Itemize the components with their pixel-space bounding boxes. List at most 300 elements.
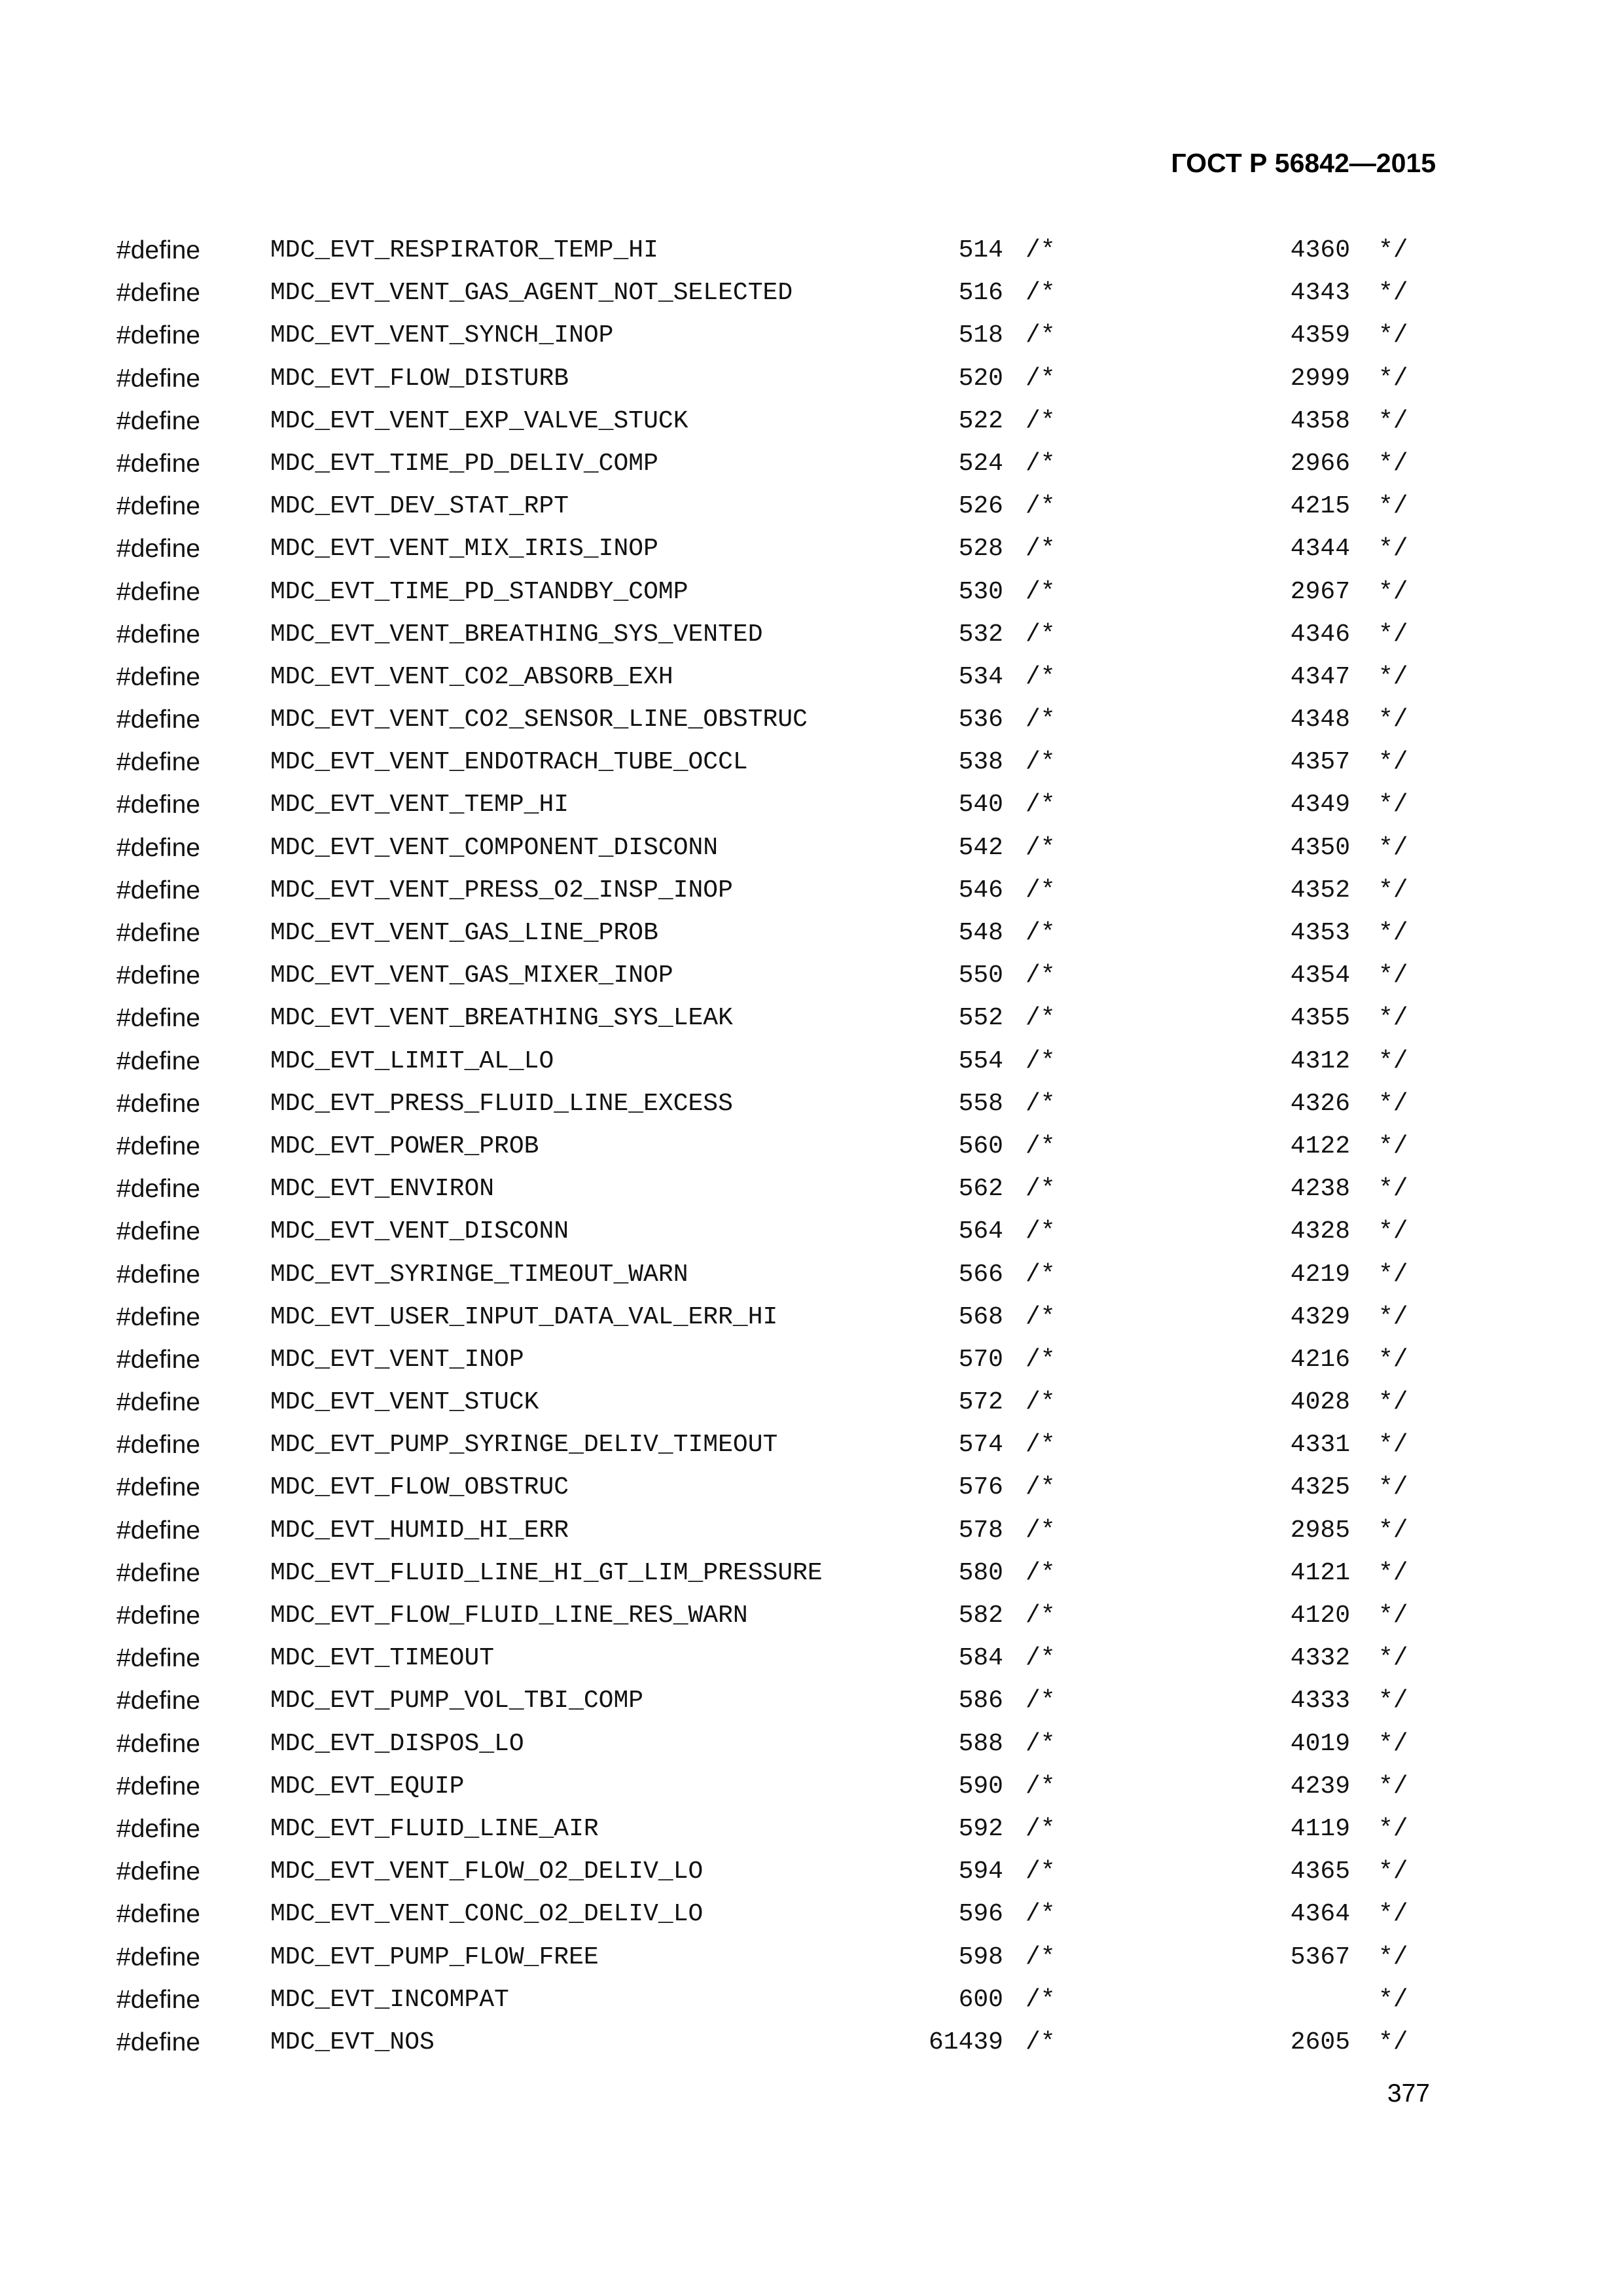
define-row	[0, 997, 1623, 1039]
comment-code: 4347	[1290, 662, 1350, 691]
define-row	[0, 1552, 1623, 1594]
comment-close: */	[1378, 1302, 1408, 1331]
define-row	[0, 1637, 1623, 1679]
comment-code: 4216	[1290, 1345, 1350, 1374]
comment-code: 4350	[1290, 833, 1350, 862]
macro-name: MDC_EVT_ENVIRON	[270, 1175, 495, 1204]
define-keyword: #define	[116, 406, 200, 435]
define-row	[0, 1168, 1623, 1210]
comment-open: /*	[1026, 961, 1056, 990]
comment-code: 4329	[1290, 1302, 1350, 1331]
comment-close: */	[1378, 662, 1408, 691]
comment-close: */	[1378, 1004, 1408, 1033]
define-row	[0, 1040, 1623, 1083]
define-keyword: #define	[116, 748, 200, 777]
define-keyword: #define	[116, 1345, 200, 1374]
comment-code: 5367	[1290, 1943, 1350, 1971]
define-row	[0, 698, 1623, 741]
define-row	[0, 954, 1623, 997]
define-keyword: #define	[116, 1558, 200, 1587]
comment-open: /*	[1026, 1004, 1056, 1033]
comment-open: /*	[1026, 1132, 1056, 1160]
comment-open: /*	[1026, 236, 1056, 264]
macro-name: MDC_EVT_VENT_GAS_LINE_PROB	[270, 919, 658, 947]
define-row	[0, 1594, 1623, 1637]
macro-name: MDC_EVT_VENT_INOP	[270, 1345, 524, 1374]
define-row	[0, 1338, 1623, 1381]
macro-value: 590	[958, 1772, 1003, 1801]
macro-value: 530	[958, 577, 1003, 606]
macro-name: MDC_EVT_NOS	[270, 2028, 435, 2056]
comment-code: 4328	[1290, 1217, 1350, 1246]
macro-value: 534	[958, 662, 1003, 691]
define-keyword: #define	[116, 1302, 200, 1331]
macro-value: 514	[958, 236, 1003, 264]
macro-name: MDC_EVT_INCOMPAT	[270, 1985, 509, 2014]
define-row	[0, 1125, 1623, 1168]
comment-close: */	[1378, 279, 1408, 308]
macro-value: 542	[958, 833, 1003, 862]
define-keyword: #define	[116, 876, 200, 905]
comment-code: 4028	[1290, 1388, 1350, 1417]
define-keyword: #define	[116, 449, 200, 478]
macro-value: 588	[958, 1729, 1003, 1758]
comment-close: */	[1378, 919, 1408, 947]
comment-open: /*	[1026, 1175, 1056, 1204]
macro-value: 546	[958, 876, 1003, 905]
macro-name: MDC_EVT_RESPIRATOR_TEMP_HI	[270, 236, 658, 264]
macro-value: 600	[958, 1985, 1003, 2014]
macro-value: 598	[958, 1943, 1003, 1971]
macro-value: 592	[958, 1814, 1003, 1843]
macro-name: MDC_EVT_FLUID_LINE_HI_GT_LIM_PRESSURE	[270, 1558, 823, 1587]
macro-name: MDC_EVT_DEV_STAT_RPT	[270, 492, 569, 521]
define-row	[0, 1808, 1623, 1850]
macro-name: MDC_EVT_TIME_PD_DELIV_COMP	[270, 449, 658, 478]
comment-code: 4346	[1290, 620, 1350, 649]
comment-close: */	[1378, 1558, 1408, 1587]
comment-open: /*	[1026, 364, 1056, 393]
define-keyword: #define	[116, 1687, 200, 1715]
macro-name: MDC_EVT_TIME_PD_STANDBY_COMP	[270, 577, 688, 606]
define-keyword: #define	[116, 1943, 200, 1971]
define-keyword: #define	[116, 364, 200, 393]
comment-close: */	[1378, 1473, 1408, 1502]
define-row	[0, 783, 1623, 826]
macro-name: MDC_EVT_VENT_CONC_O2_DELIV_LO	[270, 1900, 704, 1929]
macro-name: MDC_EVT_SYRINGE_TIMEOUT_WARN	[270, 1260, 688, 1289]
comment-close: */	[1378, 1985, 1408, 2014]
comment-code: 4331	[1290, 1431, 1350, 1460]
comment-close: */	[1378, 492, 1408, 521]
comment-open: /*	[1026, 1473, 1056, 1502]
define-keyword: #define	[116, 1260, 200, 1289]
comment-code: 2605	[1290, 2028, 1350, 2056]
comment-open: /*	[1026, 1431, 1056, 1460]
comment-close: */	[1378, 236, 1408, 264]
define-row	[0, 1253, 1623, 1296]
macro-value: 550	[958, 961, 1003, 990]
comment-code: 4120	[1290, 1602, 1350, 1630]
define-keyword: #define	[116, 1857, 200, 1886]
define-keyword: #define	[116, 833, 200, 862]
define-keyword: #define	[116, 1388, 200, 1417]
macro-name: MDC_EVT_HUMID_HI_ERR	[270, 1516, 569, 1545]
define-keyword: #define	[116, 791, 200, 819]
macro-name: MDC_EVT_POWER_PROB	[270, 1132, 539, 1160]
comment-close: */	[1378, 2028, 1408, 2056]
define-keyword: #define	[116, 577, 200, 606]
comment-code: 2999	[1290, 364, 1350, 393]
define-row	[0, 571, 1623, 613]
macro-name: MDC_EVT_VENT_BREATHING_SYS_LEAK	[270, 1004, 733, 1033]
comment-close: */	[1378, 577, 1408, 606]
macro-value: 522	[958, 406, 1003, 435]
comment-close: */	[1378, 1943, 1408, 1971]
comment-code: 4348	[1290, 706, 1350, 734]
comment-code: 4332	[1290, 1644, 1350, 1673]
comment-close: */	[1378, 1132, 1408, 1160]
comment-code: 4238	[1290, 1175, 1350, 1204]
macro-value: 536	[958, 706, 1003, 734]
macro-value: 540	[958, 791, 1003, 819]
comment-close: */	[1378, 1772, 1408, 1801]
define-list	[0, 229, 1623, 2064]
comment-code: 4325	[1290, 1473, 1350, 1502]
define-keyword: #define	[116, 1047, 200, 1075]
comment-close: */	[1378, 876, 1408, 905]
macro-value: 61439	[928, 2028, 1003, 2056]
comment-code: 4312	[1290, 1047, 1350, 1075]
comment-open: /*	[1026, 1985, 1056, 2014]
macro-value: 538	[958, 748, 1003, 777]
comment-open: /*	[1026, 406, 1056, 435]
comment-code: 4326	[1290, 1089, 1350, 1118]
comment-open: /*	[1026, 535, 1056, 564]
comment-open: /*	[1026, 449, 1056, 478]
macro-name: MDC_EVT_PUMP_FLOW_FREE	[270, 1943, 599, 1971]
define-row	[0, 1424, 1623, 1466]
macro-name: MDC_EVT_VENT_DISCONN	[270, 1217, 569, 1246]
macro-value: 572	[958, 1388, 1003, 1417]
macro-name: MDC_EVT_DISPOS_LO	[270, 1729, 524, 1758]
macro-value: 520	[958, 364, 1003, 393]
comment-open: /*	[1026, 1857, 1056, 1886]
macro-value: 560	[958, 1132, 1003, 1160]
comment-code: 4353	[1290, 919, 1350, 947]
comment-code: 4333	[1290, 1687, 1350, 1715]
document-header: ГОСТ Р 56842—2015	[1171, 148, 1436, 178]
define-keyword: #define	[116, 662, 200, 691]
comment-close: */	[1378, 1431, 1408, 1460]
define-row	[0, 1765, 1623, 1808]
macro-name: MDC_EVT_USER_INPUT_DATA_VAL_ERR_HI	[270, 1302, 778, 1331]
macro-name: MDC_EVT_VENT_ENDOTRACH_TUBE_OCCL	[270, 748, 748, 777]
macro-name: MDC_EVT_VENT_FLOW_O2_DELIV_LO	[270, 1857, 704, 1886]
define-keyword: #define	[116, 919, 200, 947]
comment-open: /*	[1026, 791, 1056, 819]
define-row	[0, 1979, 1623, 2021]
comment-code: 4121	[1290, 1558, 1350, 1587]
define-row	[0, 528, 1623, 570]
define-keyword: #define	[116, 1431, 200, 1460]
define-row	[0, 613, 1623, 656]
macro-name: MDC_EVT_PRESS_FLUID_LINE_EXCESS	[270, 1089, 733, 1118]
macro-value: 586	[958, 1687, 1003, 1715]
comment-close: */	[1378, 620, 1408, 649]
macro-value: 562	[958, 1175, 1003, 1204]
comment-open: /*	[1026, 2028, 1056, 2056]
macro-value: 594	[958, 1857, 1003, 1886]
macro-name: MDC_EVT_VENT_CO2_SENSOR_LINE_OBSTRUC	[270, 706, 808, 734]
comment-code: 4360	[1290, 236, 1350, 264]
define-keyword: #define	[116, 1473, 200, 1502]
define-row	[0, 1723, 1623, 1765]
macro-name: MDC_EVT_LIMIT_AL_LO	[270, 1047, 554, 1075]
comment-close: */	[1378, 1047, 1408, 1075]
comment-code: 4359	[1290, 321, 1350, 350]
comment-close: */	[1378, 364, 1408, 393]
comment-code: 4349	[1290, 791, 1350, 819]
comment-close: */	[1378, 1729, 1408, 1758]
comment-close: */	[1378, 1814, 1408, 1843]
macro-name: MDC_EVT_VENT_STUCK	[270, 1388, 539, 1417]
comment-open: /*	[1026, 1345, 1056, 1374]
macro-name: MDC_EVT_VENT_COMPONENT_DISCONN	[270, 833, 719, 862]
comment-code: 4239	[1290, 1772, 1350, 1801]
comment-close: */	[1378, 1644, 1408, 1673]
comment-close: */	[1378, 1388, 1408, 1417]
define-row	[0, 1850, 1623, 1893]
comment-code: 4215	[1290, 492, 1350, 521]
define-row	[0, 1296, 1623, 1338]
macro-value: 524	[958, 449, 1003, 478]
macro-name: MDC_EVT_FLOW_OBSTRUC	[270, 1473, 569, 1502]
comment-code: 4019	[1290, 1729, 1350, 1758]
comment-open: /*	[1026, 620, 1056, 649]
comment-close: */	[1378, 1602, 1408, 1630]
define-row	[0, 1381, 1623, 1424]
macro-name: MDC_EVT_VENT_PRESS_O2_INSP_INOP	[270, 876, 733, 905]
define-keyword: #define	[116, 492, 200, 521]
define-row	[0, 357, 1623, 400]
macro-name: MDC_EVT_TIMEOUT	[270, 1644, 495, 1673]
comment-open: /*	[1026, 1943, 1056, 1971]
define-keyword: #define	[116, 620, 200, 649]
define-keyword: #define	[116, 1516, 200, 1545]
define-row	[0, 741, 1623, 783]
define-keyword: #define	[116, 1772, 200, 1801]
macro-value: 580	[958, 1558, 1003, 1587]
macro-value: 596	[958, 1900, 1003, 1929]
macro-name: MDC_EVT_VENT_GAS_MIXER_INOP	[270, 961, 673, 990]
comment-open: /*	[1026, 1602, 1056, 1630]
macro-name: MDC_EVT_VENT_BREATHING_SYS_VENTED	[270, 620, 763, 649]
macro-name: MDC_EVT_FLOW_DISTURB	[270, 364, 569, 393]
define-row	[0, 656, 1623, 698]
comment-open: /*	[1026, 321, 1056, 350]
define-keyword: #define	[116, 961, 200, 990]
comment-open: /*	[1026, 1558, 1056, 1587]
macro-value: 568	[958, 1302, 1003, 1331]
comment-close: */	[1378, 748, 1408, 777]
comment-close: */	[1378, 791, 1408, 819]
comment-open: /*	[1026, 706, 1056, 734]
macro-value: 570	[958, 1345, 1003, 1374]
define-keyword: #define	[116, 321, 200, 350]
define-keyword: #define	[116, 1004, 200, 1033]
comment-open: /*	[1026, 1260, 1056, 1289]
comment-close: */	[1378, 321, 1408, 350]
comment-open: /*	[1026, 1047, 1056, 1075]
define-row	[0, 1679, 1623, 1722]
define-keyword: #define	[116, 1814, 200, 1843]
macro-value: 582	[958, 1602, 1003, 1630]
comment-close: */	[1378, 1857, 1408, 1886]
define-row	[0, 314, 1623, 357]
macro-value: 564	[958, 1217, 1003, 1246]
macro-value: 516	[958, 279, 1003, 308]
comment-code: 4122	[1290, 1132, 1350, 1160]
macro-name: MDC_EVT_VENT_CO2_ABSORB_EXH	[270, 662, 673, 691]
define-row	[0, 485, 1623, 528]
comment-open: /*	[1026, 876, 1056, 905]
comment-close: */	[1378, 833, 1408, 862]
comment-close: */	[1378, 1175, 1408, 1204]
macro-name: MDC_EVT_PUMP_SYRINGE_DELIV_TIMEOUT	[270, 1431, 778, 1460]
comment-close: */	[1378, 449, 1408, 478]
comment-close: */	[1378, 406, 1408, 435]
define-row	[0, 827, 1623, 869]
define-row	[0, 1893, 1623, 1935]
macro-value: 584	[958, 1644, 1003, 1673]
comment-code: 4357	[1290, 748, 1350, 777]
define-keyword: #define	[116, 706, 200, 734]
macro-value: 548	[958, 919, 1003, 947]
comment-open: /*	[1026, 1388, 1056, 1417]
comment-code: 4219	[1290, 1260, 1350, 1289]
macro-value: 554	[958, 1047, 1003, 1075]
define-keyword: #define	[116, 1089, 200, 1118]
comment-open: /*	[1026, 1217, 1056, 1246]
define-keyword: #define	[116, 1644, 200, 1673]
comment-open: /*	[1026, 833, 1056, 862]
define-keyword: #define	[116, 1217, 200, 1246]
macro-value: 526	[958, 492, 1003, 521]
define-keyword: #define	[116, 1729, 200, 1758]
define-row	[0, 1083, 1623, 1125]
comment-code: 4119	[1290, 1814, 1350, 1843]
macro-value: 576	[958, 1473, 1003, 1502]
macro-name: MDC_EVT_VENT_EXP_VALVE_STUCK	[270, 406, 688, 435]
comment-close: */	[1378, 1260, 1408, 1289]
macro-name: MDC_EVT_FLUID_LINE_AIR	[270, 1814, 599, 1843]
macro-name: MDC_EVT_FLOW_FLUID_LINE_RES_WARN	[270, 1602, 748, 1630]
macro-value: 578	[958, 1516, 1003, 1545]
comment-code: 2967	[1290, 577, 1350, 606]
define-keyword: #define	[116, 535, 200, 564]
define-row	[0, 869, 1623, 912]
comment-close: */	[1378, 1687, 1408, 1715]
comment-code: 4354	[1290, 961, 1350, 990]
comment-open: /*	[1026, 1302, 1056, 1331]
comment-open: /*	[1026, 279, 1056, 308]
comment-open: /*	[1026, 1516, 1056, 1545]
macro-name: MDC_EVT_VENT_MIX_IRIS_INOP	[270, 535, 658, 564]
macro-value: 566	[958, 1260, 1003, 1289]
macro-name: MDC_EVT_VENT_SYNCH_INOP	[270, 321, 614, 350]
define-row	[0, 1210, 1623, 1253]
comment-code: 4344	[1290, 535, 1350, 564]
comment-open: /*	[1026, 1644, 1056, 1673]
comment-open: /*	[1026, 1089, 1056, 1118]
comment-code: 4364	[1290, 1900, 1350, 1929]
define-keyword: #define	[116, 2028, 200, 2056]
comment-open: /*	[1026, 1900, 1056, 1929]
macro-name: MDC_EVT_EQUIP	[270, 1772, 465, 1801]
comment-code: 4358	[1290, 406, 1350, 435]
define-row	[0, 229, 1623, 272]
comment-open: /*	[1026, 1772, 1056, 1801]
comment-close: */	[1378, 535, 1408, 564]
comment-code: 4355	[1290, 1004, 1350, 1033]
comment-close: */	[1378, 961, 1408, 990]
macro-value: 528	[958, 535, 1003, 564]
macro-value: 552	[958, 1004, 1003, 1033]
define-keyword: #define	[116, 1132, 200, 1160]
define-keyword: #define	[116, 1900, 200, 1929]
comment-close: */	[1378, 1345, 1408, 1374]
page-number: 377	[1387, 2079, 1430, 2108]
comment-close: */	[1378, 1900, 1408, 1929]
define-row	[0, 400, 1623, 442]
comment-code: 4352	[1290, 876, 1350, 905]
comment-open: /*	[1026, 748, 1056, 777]
define-row	[0, 442, 1623, 485]
comment-open: /*	[1026, 492, 1056, 521]
define-keyword: #define	[116, 236, 200, 264]
macro-value: 574	[958, 1431, 1003, 1460]
comment-open: /*	[1026, 919, 1056, 947]
macro-name: MDC_EVT_PUMP_VOL_TBI_COMP	[270, 1687, 644, 1715]
comment-open: /*	[1026, 577, 1056, 606]
comment-code: 4343	[1290, 279, 1350, 308]
macro-value: 532	[958, 620, 1003, 649]
define-keyword: #define	[116, 1175, 200, 1204]
comment-close: */	[1378, 1217, 1408, 1246]
define-row	[0, 1466, 1623, 1509]
comment-close: */	[1378, 706, 1408, 734]
define-row	[0, 2021, 1623, 2064]
define-row	[0, 912, 1623, 954]
define-row	[0, 1509, 1623, 1552]
define-keyword: #define	[116, 279, 200, 308]
comment-code: 4365	[1290, 1857, 1350, 1886]
comment-close: */	[1378, 1089, 1408, 1118]
define-row	[0, 272, 1623, 314]
define-keyword: #define	[116, 1985, 200, 2014]
macro-name: MDC_EVT_VENT_TEMP_HI	[270, 791, 569, 819]
macro-value: 558	[958, 1089, 1003, 1118]
comment-code: 2966	[1290, 449, 1350, 478]
comment-code: 2985	[1290, 1516, 1350, 1545]
comment-close: */	[1378, 1516, 1408, 1545]
comment-open: /*	[1026, 1687, 1056, 1715]
comment-open: /*	[1026, 1814, 1056, 1843]
define-keyword: #define	[116, 1602, 200, 1630]
comment-open: /*	[1026, 1729, 1056, 1758]
define-row	[0, 1936, 1623, 1979]
